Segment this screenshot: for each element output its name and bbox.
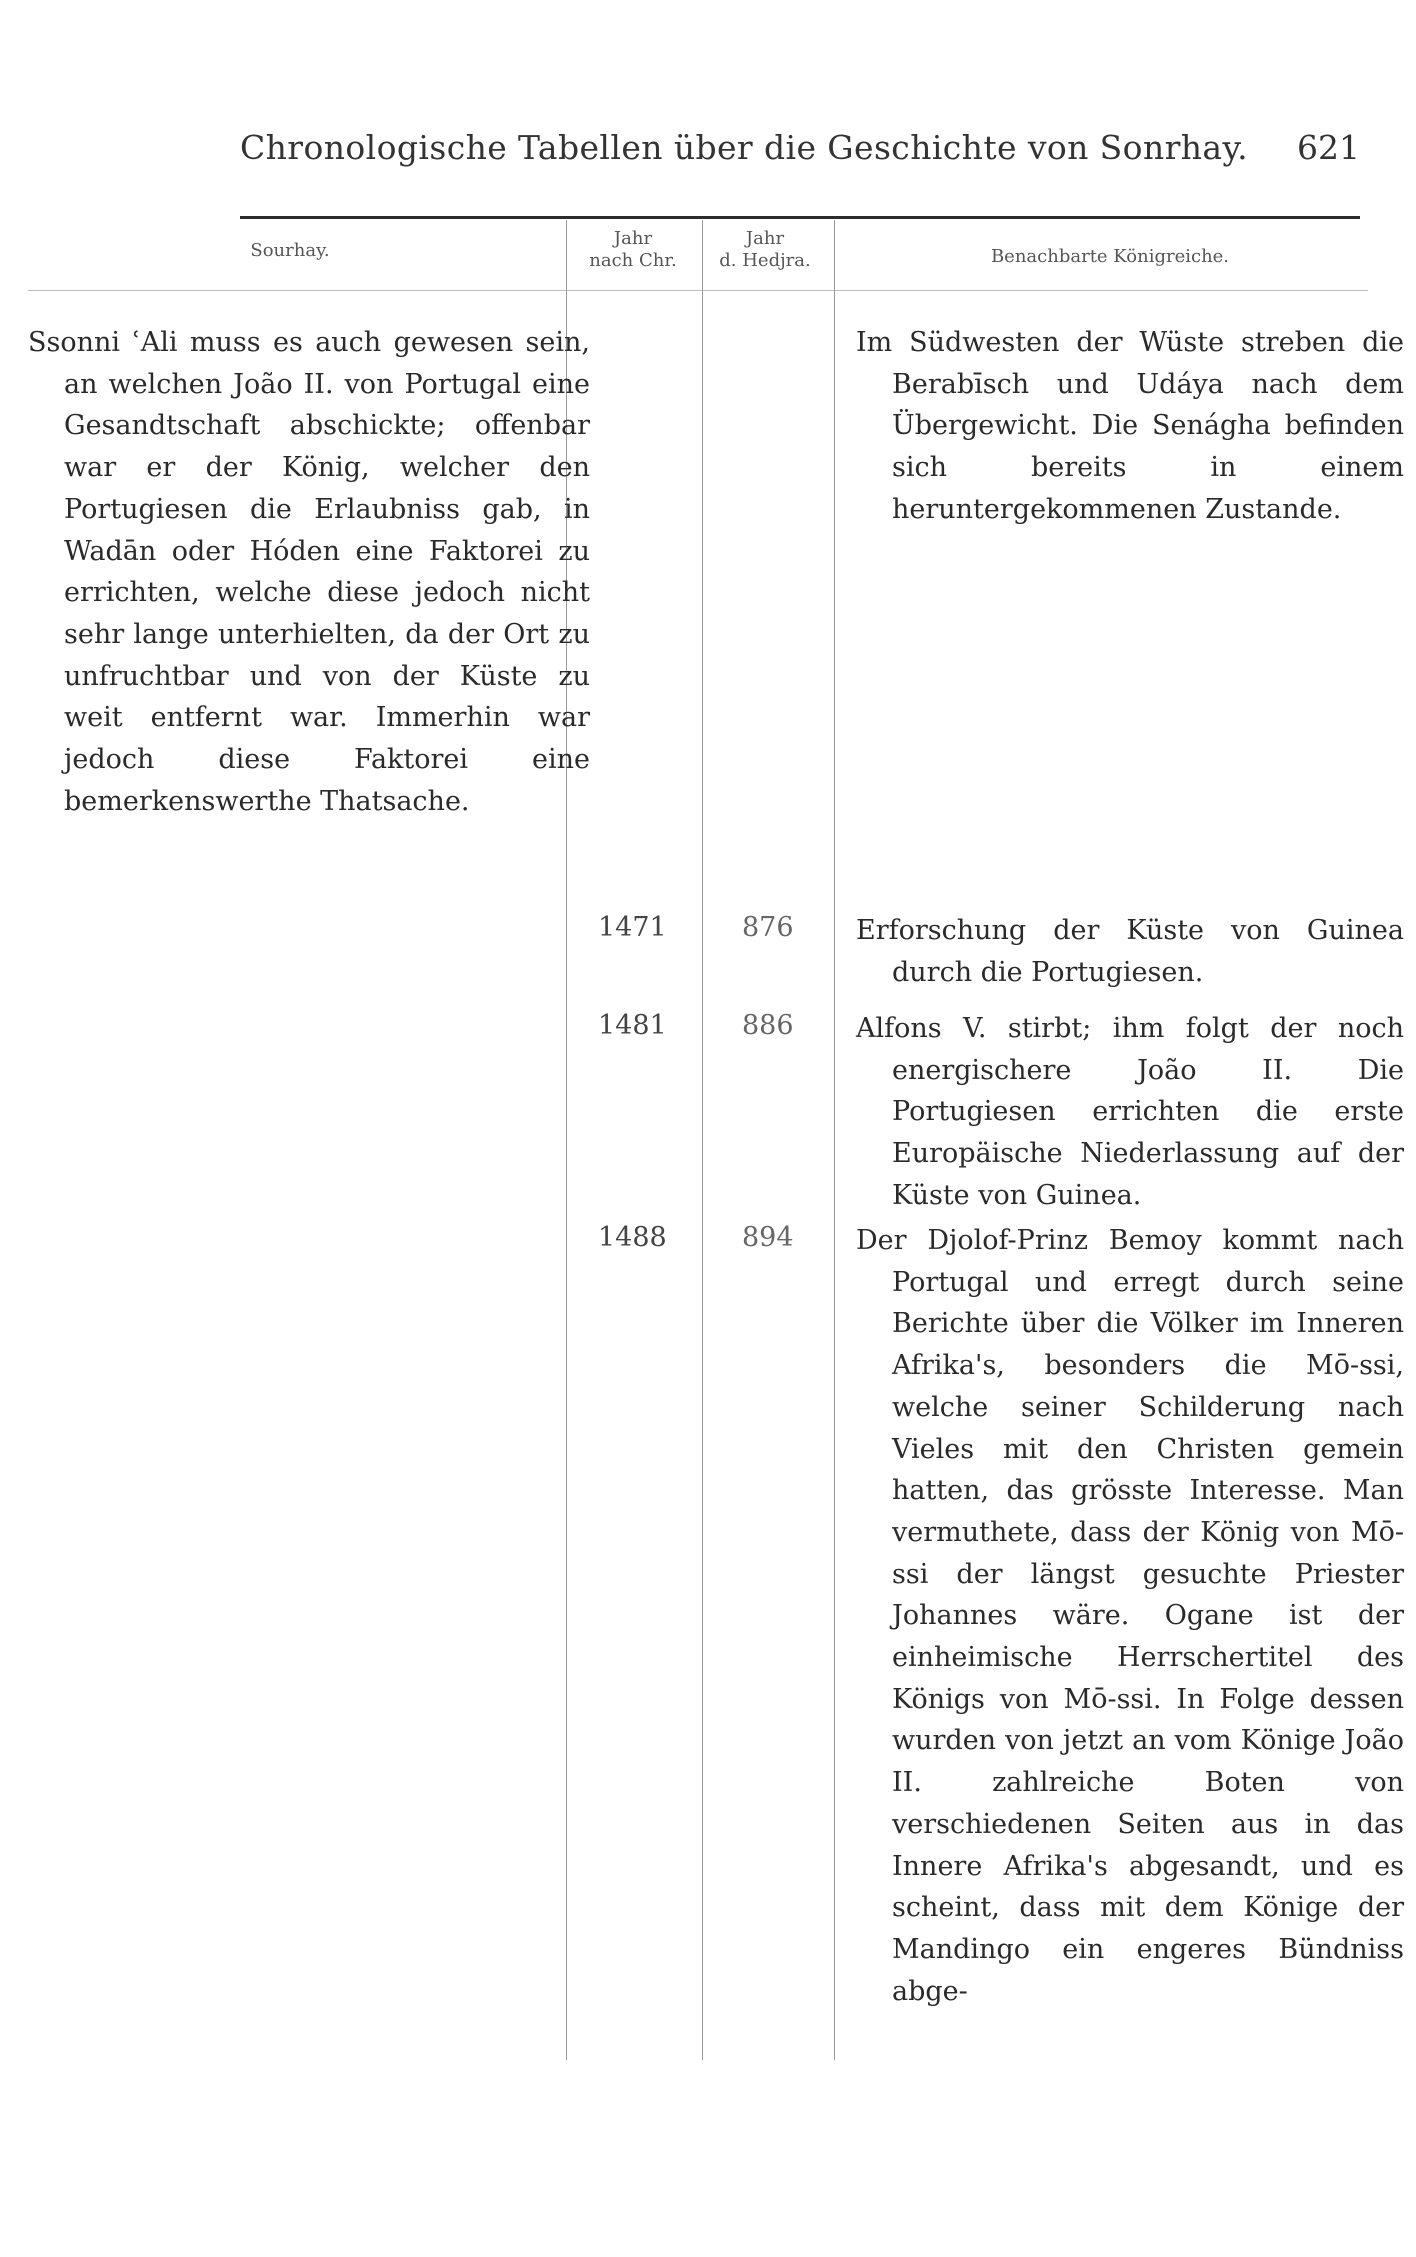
entry-text: Der Djolof-Prinz Bemoy kommt nach Portugal und erregt durch seine Berichte über die Völker im Inneren Afrika's, besonders die Mō-ssi, welche seiner Schilderung nach Vieles mit den Christen gemein hatten, das grösste Interesse. Man vermuthete, dass der König von Mō-ssi der längst gesuchte Priester Johannes wäre. Ogane ist der einheimische Herrschertitel des Königs von Mō-ssi. In Folge dessen wurden von jetzt an vom Könige João II. zahlreiche Boten von verschiedenen Seiten aus in das Innere Afrika's abgesandt, und es scheint, dass mit dem Könige der Mandingo ein engeres Bündniss abge-: [856, 1225, 1404, 2007]
column-divider-3: [834, 220, 835, 2060]
page-number: 621: [1297, 128, 1360, 167]
entry-text: Alfons V. stirbt; ihm folgt der noch energischere João II. Die Portugiesen errichten die erste Europäische Niederlassung auf der Küste von Guinea.: [856, 1013, 1404, 1211]
entry-text: Im Südwesten der Wüste streben die Berabīsch und Udáya nach dem Übergewicht. Die Senágha befinden sich bereits in einem heruntergekommenen Zustande.: [856, 327, 1404, 525]
header-rule: [28, 290, 1368, 291]
entry-hedjra-year: 886: [742, 1010, 794, 1041]
entry-hedjra-year: 894: [742, 1222, 794, 1253]
column-head-sonrhay: Sourhay.: [250, 240, 330, 261]
page-header: [240, 128, 1360, 176]
sonrhay-paragraph: Ssonni ʿAli muss es auch gewesen sein, an welchen João II. von Portugal eine Gesandtschaft abschickte; offenbar war er der König, welcher den Portugiesen die Erlaubniss gab, in Wadān oder Hóden eine Faktorei zu errichten, welche diese jedoch nicht sehr lange unterhielten, da der Ort zu unfruchtbar und von der Küste zu weit entfernt war. Immerhin war jedoch diese Faktorei eine bemerkenswerthe Thatsache.: [28, 327, 590, 817]
column-head-nachbar: Benachbarte Königreiche.: [990, 246, 1230, 267]
column-head-jahr-chr: Jahr nach Chr.: [589, 228, 677, 271]
entry-hedjra-year: 876: [742, 912, 794, 943]
column-divider-2: [702, 220, 703, 2060]
entry-year: 1481: [598, 1010, 667, 1041]
column-head-jahr-hedjra: Jahr d. Hedjra.: [719, 228, 811, 271]
running-title: Chronologische Tabellen über die Geschichte von Sonrhay.: [240, 128, 1249, 167]
entry-text: Erforschung der Küste von Guinea durch die Portugiesen.: [856, 915, 1404, 988]
entry-year: 1488: [598, 1222, 667, 1253]
top-rule: [240, 216, 1360, 219]
entry-year: 1471: [598, 912, 667, 943]
